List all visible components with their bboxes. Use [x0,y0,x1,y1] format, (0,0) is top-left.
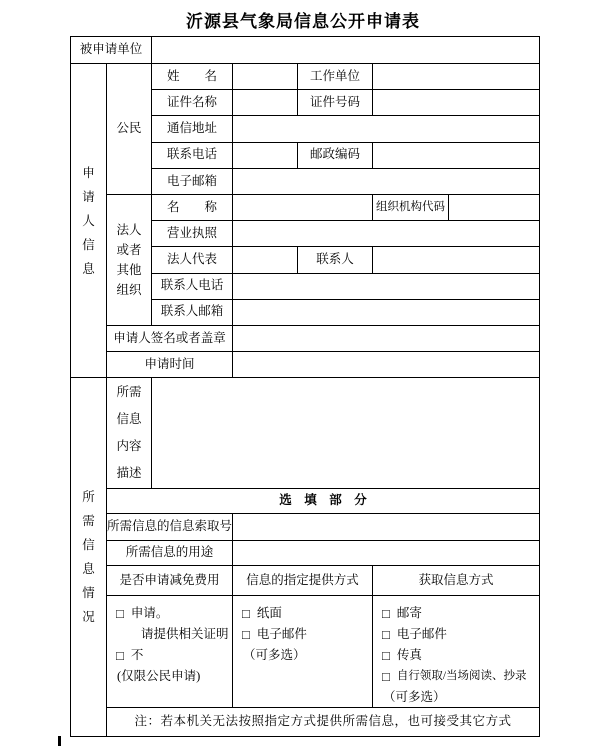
optional-part-header: 选 填 部 分 [107,489,540,514]
cert-name-label: 证件名称 [152,90,233,116]
checkbox-icon[interactable]: □ [242,606,250,622]
org-name-label: 名 称 [152,195,233,221]
obtain-option-self-pickup[interactable] [382,666,537,687]
applied-unit-label: 被申请单位 [71,37,152,64]
apply-date-value-cell[interactable] [233,352,540,378]
fee-apply-option-label: 申请。 [130,606,169,621]
checkbox-icon[interactable]: □ [382,627,390,643]
delivery-option-label: 纸面 [256,606,282,621]
obtain-options-cell [373,596,540,708]
delivery-option-email[interactable] [242,624,370,645]
info-description-label: 所需信息内容描述 [107,378,152,489]
delivery-option-label: 电子邮件 [256,627,307,642]
contact-email-label: 联系人邮箱 [152,300,233,326]
postcode-label: 邮政编码 [298,143,373,169]
contact-phone-value-cell[interactable] [233,274,540,300]
phone-value-cell[interactable] [233,143,298,169]
cert-name-value-cell[interactable] [233,90,298,116]
citizen-name-value-cell[interactable] [233,64,298,90]
text-cursor [58,736,61,746]
signature-value-cell[interactable] [233,326,540,352]
obtain-header: 获取信息方式 [373,566,540,596]
fee-waiver-header: 是否申请减免费用 [107,566,233,596]
purpose-value-cell[interactable] [233,541,540,566]
fee-no-option-label: 不 [130,648,144,663]
obtain-option-label: 传真 [396,648,422,663]
applied-unit-value-cell[interactable] [152,37,540,64]
obtain-option-label: 电子邮件 [396,627,447,642]
citizen-name-label: 姓 名 [152,64,233,90]
purpose-label: 所需信息的用途 [107,541,233,566]
required-info-section-label: 所需信息情况 [71,378,107,737]
retrieval-no-value-cell[interactable] [233,514,540,541]
contact-phone-label: 联系人电话 [152,274,233,300]
page-title: 沂源县气象局信息公开申请表 [186,12,420,31]
org-code-value-cell[interactable] [449,195,540,221]
work-unit-label: 工作单位 [298,64,373,90]
obtain-option-label: 自行领取/当场阅读、抄录 [396,670,527,683]
application-form-table [70,36,540,737]
delivery-option-paper[interactable] [242,603,370,624]
footer-note: 注：若本机关无法按照指定方式提供所需信息，也可接受其它方式 [107,708,540,737]
delivery-header: 信息的指定提供方式 [233,566,373,596]
apply-date-label: 申请时间 [107,352,233,378]
org-code-label: 组织机构代码 [373,195,449,221]
signature-label: 申请人签名或者盖章 [107,326,233,352]
obtain-option-mail[interactable] [382,603,537,624]
obtain-option-email[interactable] [382,624,537,645]
contact-value-cell[interactable] [373,247,540,273]
obtain-multi-note: （可多选） [383,690,446,705]
phone-label: 联系电话 [152,143,233,169]
legal-rep-label: 法人代表 [152,247,233,273]
license-label: 营业执照 [152,221,233,247]
cert-no-label: 证件号码 [298,90,373,116]
checkbox-icon[interactable]: □ [382,669,390,685]
info-description-value-cell[interactable] [152,378,540,489]
fee-restriction-note: (仅限公民申请) [117,669,201,684]
contact-email-value-cell[interactable] [233,300,540,326]
citizen-group-label: 公民 [107,64,152,195]
checkbox-icon[interactable]: □ [382,648,390,664]
obtain-option-label: 邮寄 [396,606,422,621]
delivery-multi-note: （可多选） [243,648,306,663]
cert-no-value-cell[interactable] [373,90,540,116]
fee-apply-note: 请提供相关证明 [141,627,229,642]
work-unit-value-cell[interactable] [373,64,540,90]
contact-label: 联系人 [298,247,373,273]
postcode-value-cell[interactable] [373,143,540,169]
email-label: 电子邮箱 [152,169,233,195]
obtain-option-fax[interactable] [382,645,537,666]
checkbox-icon[interactable]: □ [382,606,390,622]
fee-no-option[interactable] [116,645,230,666]
address-value-cell[interactable] [233,116,540,142]
license-value-cell[interactable] [233,221,540,247]
fee-apply-option[interactable] [116,603,230,624]
email-value-cell[interactable] [233,169,540,195]
fee-waiver-options-cell [107,596,233,708]
address-label: 通信地址 [152,116,233,142]
organization-group-label: 法人或者其他组织 [107,195,152,326]
retrieval-no-label: 所需信息的信息索取号 [107,514,233,541]
delivery-options-cell [233,596,373,708]
checkbox-icon[interactable]: □ [116,606,124,622]
legal-rep-value-cell[interactable] [233,247,298,273]
org-name-value-cell[interactable] [233,195,373,221]
checkbox-icon[interactable]: □ [116,648,124,664]
checkbox-icon[interactable]: □ [242,627,250,643]
applicant-section-label: 申请人信息 [71,64,107,378]
